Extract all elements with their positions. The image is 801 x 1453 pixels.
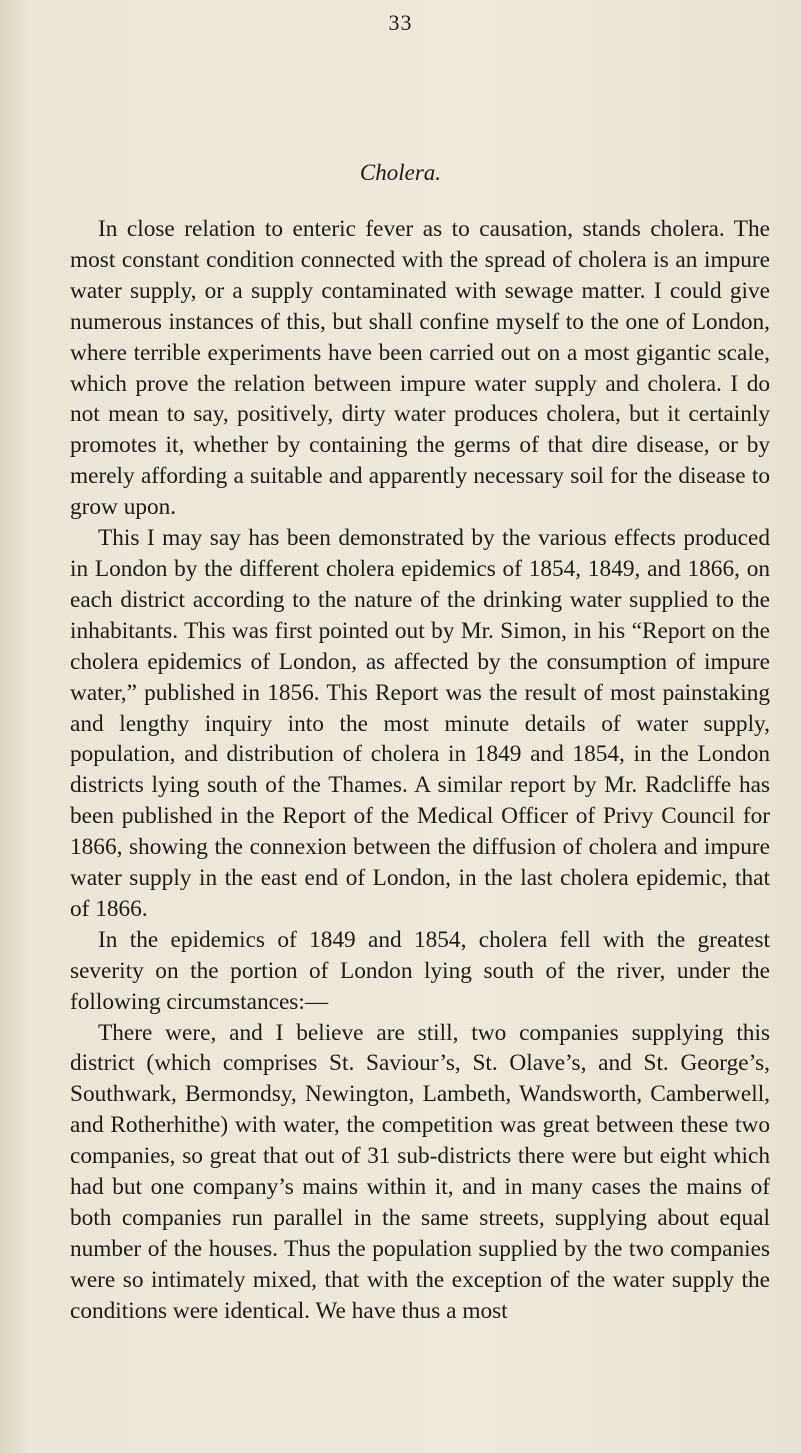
paragraph: In close relation to enteric fever as to causation, stands cholera. The most constant condition connected with the spread of cholera is an impure water supply, or a supply contaminated with sewage matter. I could give numerous instances of this, but shall confine myself to the one of London, where terrible experiments have been carried out on a most gigantic scale, which prove the relation between impure water supply and cholera. I do not mean to say, positively, dirty water produces cholera, but it certainly promotes it, whether by containing the germs of that dire disease, or by merely affording a suitable and apparently necessary soil for the disease to grow upon.	[70, 216, 770, 521]
section-title: Cholera.	[359, 160, 442, 185]
body-text	[70, 214, 770, 1327]
page-number: 33	[388, 10, 413, 35]
paragraph: This I may say has been demonstrated by the various effects produced in London by the different cholera epidemics of 1854, 1849, and 1866, on each district according to the nature of the drinking water supplied to the inhabitants. This was first pointed out by Mr. Simon, in his “Report on the cholera epidemics of London, as affected by the consumption of impure water,” published in 1856. This Report was the result of most painstaking and lengthy inquiry into the most minute details of water supply, population, and distribution of cholera in 1849 and 1854, in the London districts lying south of the Thames. A similar report by Mr. Radcliffe has been published in the Report of the Medical Officer of Privy Council for 1866, showing the connexion between the diffusion of cholera and impure water supply in the east end of London, in the last cholera epidemic, that of 1866.	[70, 525, 770, 922]
paragraph: There were, and I believe are still, two companies supplying this district (which comprises St. Saviour’s, St. Olave’s, and St. George’s, Southwark, Bermondsy, Newington, Lambeth, Wandsworth, Camberwell, and Rotherhithe) with water, the competition was great between these two companies, so great that out of 31 sub-districts there were but eight which had but one company’s mains within it, and in many cases the mains of both companies run parallel in the same streets, supplying about equal number of the houses. Thus the population supplied by the two companies were so intimately mixed, that with the exception of the water supply the conditions were identical. We have thus a most	[70, 1019, 770, 1324]
paragraph: In the epidemics of 1849 and 1854, cholera fell with the greatest severity on the portion of London lying south of the river, under the following circumstances:—	[70, 926, 770, 1015]
